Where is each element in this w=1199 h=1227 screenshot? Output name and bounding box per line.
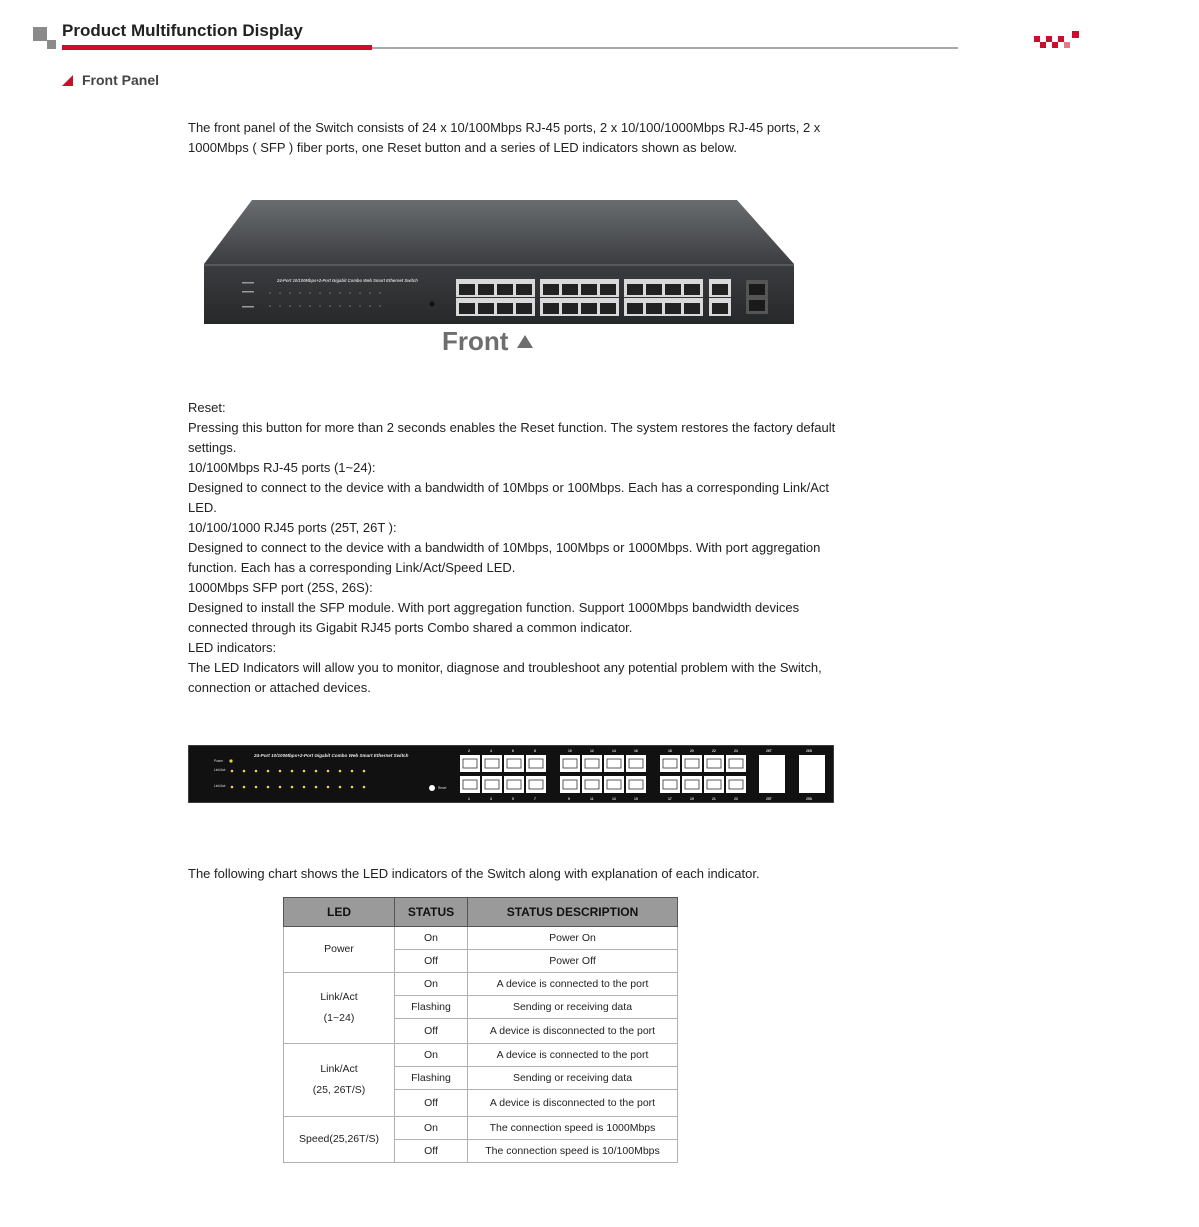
port-led-icon [243,770,246,773]
status-cell: On [395,973,468,996]
description-cell: The connection speed is 1000Mbps [468,1117,678,1140]
port-number-label: 3 [490,797,492,801]
port-led-icon [303,786,306,789]
chart-intro: The following chart shows the LED indicators of the Switch along with explanation of each indicator. [188,866,760,881]
port-led-icon [267,786,270,789]
desc-line: Pressing this button for more than 2 seconds enables the Reset function. The system restores the factory default settings. [188,420,836,455]
header-square-small-icon [47,40,56,49]
desc-line: Designed to install the SFP module. With port aggregation function. Support 1000Mbps bandwidth devices connected through its Gigabit RJ45 ports Combo shared a common indicator. [188,600,800,635]
port-led-icon [291,770,294,773]
status-cell: Off [395,1140,468,1163]
page-title: Product Multifunction Display [62,21,303,40]
port-led-icon [231,770,234,773]
port-number-label: 21 [712,797,716,801]
status-cell: On [395,927,468,950]
port-number-label: 18 [668,749,672,753]
led-name-linkact-1-24: Link/Act (1~24) [284,973,395,1044]
status-cell: Off [395,1019,468,1044]
port-number-label: 1 [468,797,470,801]
port-number-label: 14 [612,749,616,753]
status-cell: Off [395,1090,468,1117]
triangle-up-icon [517,335,533,348]
port-led-icon [339,786,342,789]
port-number-label: 12 [590,749,594,753]
description-cell: A device is disconnected to the port [468,1090,678,1117]
port-number-label: 9 [568,797,570,801]
description-cell: The connection speed is 10/100Mbps [468,1140,678,1163]
section-triangle-icon [62,75,73,86]
front-panel-diagram [188,745,834,803]
port-led-icon [279,770,282,773]
section-title: Front Panel [82,72,160,88]
description-cell: Power On [468,927,678,950]
port-number-label: 6 [512,749,514,753]
port-led-icon [291,786,294,789]
port-led-icon [327,770,330,773]
panel-port-25t: 25T [766,797,772,801]
description-cell: A device is disconnected to the port [468,1019,678,1044]
status-cell: Off [395,950,468,973]
panel-model-text: 24-Port 10/100Mbps+2-Port Gigabit Combo Web Smart Ethernet Switch [254,753,409,758]
desc-line: Designed to connect to the device with a bandwidth of 10Mbps or 100Mbps. Each has a corresponding Link/Act LED. [188,480,829,515]
table-header-row [284,898,678,927]
port-led-icon [363,786,366,789]
port-number-label: 11 [590,797,594,801]
description-cell: Power Off [468,950,678,973]
panel-power-label: Power [214,759,224,763]
header-led: LED [284,898,395,927]
led-status-table [283,897,678,1163]
status-cell: On [395,1044,468,1067]
switch-front-photo [202,196,797,332]
header-status-description: STATUS DESCRIPTION [468,898,678,927]
desc-line: Reset: [188,400,226,415]
description-cell: A device is connected to the port [468,973,678,996]
desc-line: 1000Mbps SFP port (25S, 26S): [188,580,373,595]
port-number-label: 2 [468,749,470,753]
description-cell: A device is connected to the port [468,1044,678,1067]
port-number-label: 16 [634,749,638,753]
gigabit-port-26t-slot [759,755,785,793]
title-underline-rule [372,47,958,49]
desc-line: 10/100/1000 RJ45 ports (25T, 26T ): [188,520,397,535]
port-led-icon [243,786,246,789]
status-cell: On [395,1117,468,1140]
desc-line: The LED Indicators will allow you to monitor, diagnose and troubleshoot any potential problem with the Switch, connection or attached devices. [188,660,822,695]
port-number-label: 19 [690,797,694,801]
panel-linkact-label-top: Link/Act [214,768,226,772]
port-led-icon [339,770,342,773]
port-number-label: 20 [690,749,694,753]
port-number-label: 22 [712,749,716,753]
port-number-label: 13 [612,797,616,801]
panel-port-26t: 26T [766,749,772,753]
port-descriptions [188,398,838,698]
title-underline-accent [62,45,372,50]
port-number-label: 4 [490,749,492,753]
red-pixel-logo-icon [1034,31,1082,53]
led-name-speed: Speed(25,26T/S) [284,1117,395,1163]
led-name-power: Power [284,927,395,973]
port-led-icon [255,770,258,773]
port-number-label: 17 [668,797,672,801]
description-cell: Sending or receiving data [468,1067,678,1090]
header-square-icon [33,27,47,41]
led-name-linkact-25-26: Link/Act (25, 26T/S) [284,1044,395,1117]
table-row [284,927,678,950]
port-led-icon [315,770,318,773]
port-led-icon [351,770,354,773]
port-led-icon [255,786,258,789]
table-row [284,1117,678,1140]
photo-model-text: 24-Port 10/100Mbps+2-Port Gigabit Combo Web Smart Ethernet Switch [277,278,418,283]
panel-port-26s: 26S [806,749,813,753]
description-cell: Sending or receiving data [468,996,678,1019]
port-led-icon [231,786,234,789]
panel-reset-label: Reset [438,786,447,790]
panel-linkact-label-bottom: Link/Act [214,784,226,788]
port-led-icon [315,786,318,789]
port-led-icon [327,786,330,789]
photo-caption: Front [442,326,509,356]
port-number-label: 15 [634,797,638,801]
port-number-label: 23 [734,797,738,801]
port-led-icon [303,770,306,773]
port-number-label: 7 [534,797,536,801]
port-led-icon [363,770,366,773]
table-row [284,973,678,996]
intro-paragraph: The front panel of the Switch consists of 24 x 10/100Mbps RJ-45 ports, 2 x 10/100/1000Mbps RJ-45 ports, 2 x 1000Mbps ( SFP ) fiber ports, one Reset button and a series of LED indicators shown as below. [188,120,821,155]
port-number-label: 24 [734,749,738,753]
port-led-icon [351,786,354,789]
port-number-label: 8 [534,749,536,753]
status-cell: Flashing [395,996,468,1019]
desc-line: LED indicators: [188,640,277,655]
port-number-label: 10 [568,749,572,753]
port-led-icon [279,786,282,789]
port-led-icon [267,770,270,773]
table-row [284,1044,678,1067]
panel-port-25s: 25S [806,797,813,801]
port-number-label: 5 [512,797,514,801]
desc-line: Designed to connect to the device with a bandwidth of 10Mbps, 100Mbps or 1000Mbps. With port aggregation function. Each has a corresponding Link/Act/Speed LED. [188,540,821,575]
desc-line: 10/100Mbps RJ-45 ports (1~24): [188,460,376,475]
status-cell: Flashing [395,1067,468,1090]
power-led-icon [229,759,232,762]
sfp-port-26s-slot [799,755,825,793]
reset-button-icon [429,785,435,791]
header-status: STATUS [395,898,468,927]
